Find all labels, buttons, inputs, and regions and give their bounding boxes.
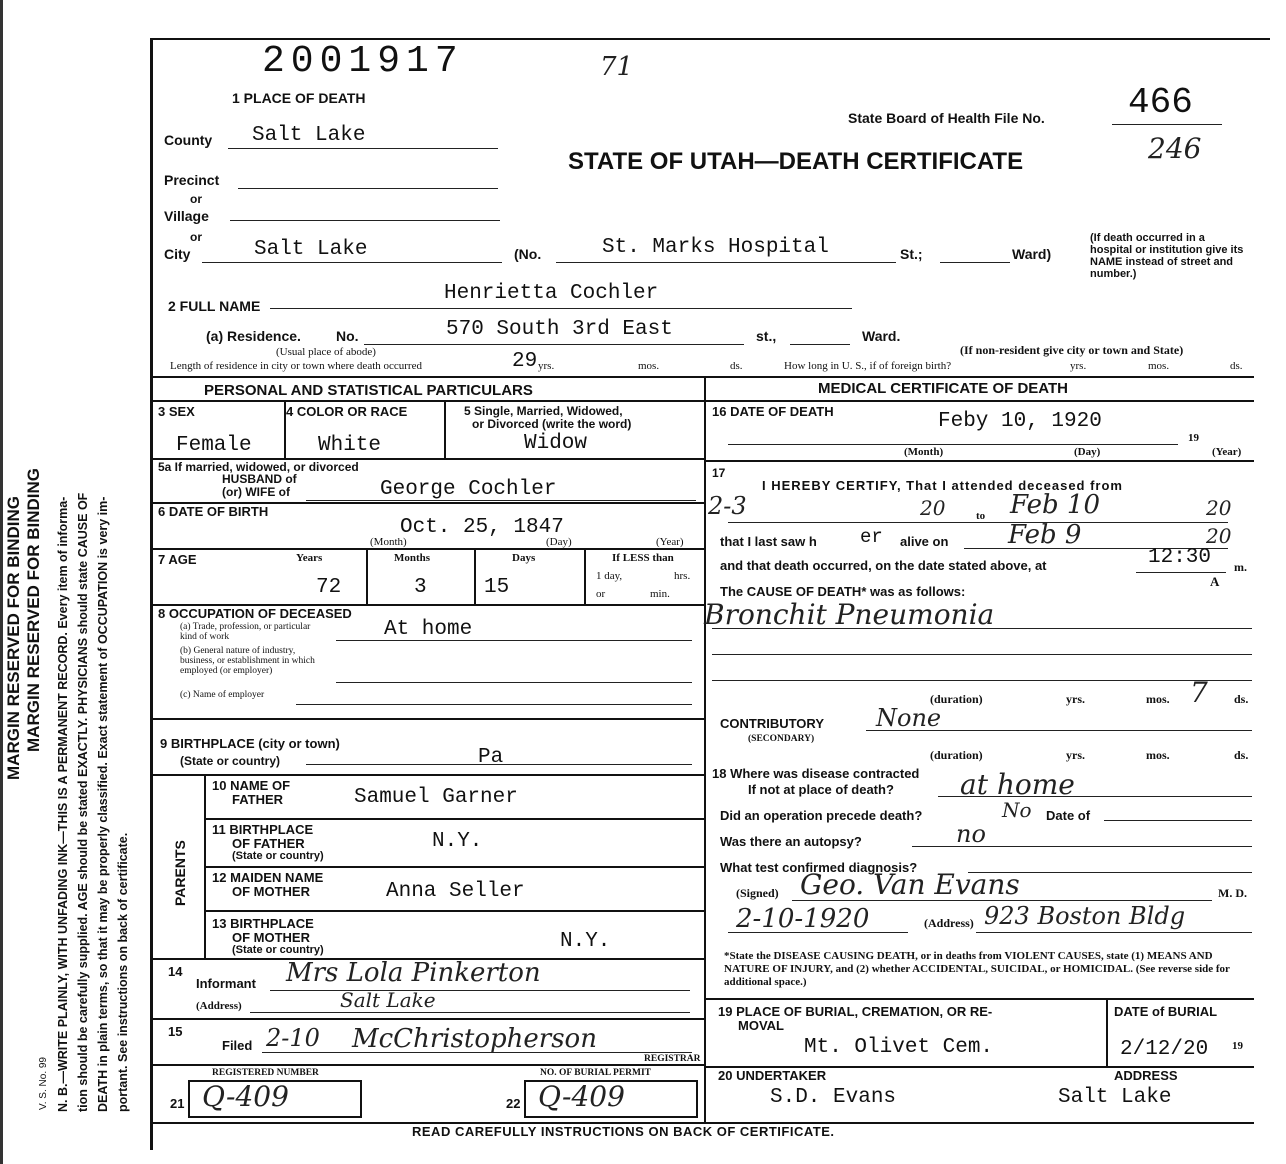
margin-note-line-1: N. B.—WRITE PLAINLY, WITH UNFADING INK—THIS IS A PERMANENT RECORD. Every item of informa- — [56, 496, 70, 1112]
age-days: 15 — [484, 576, 510, 599]
informant-address-line — [250, 1012, 690, 1013]
margin-reserved-1: MARGIN RESERVED FOR BINDING — [4, 496, 23, 780]
medical-header: MEDICAL CERTIFICATE OF DEATH — [818, 380, 1068, 397]
operation-line — [1104, 820, 1252, 821]
registered-num-label: 21 — [170, 1096, 185, 1111]
undertaker-address-label: ADDRESS — [1114, 1068, 1178, 1083]
row-rule-7 — [150, 548, 704, 550]
test-label: What test confirmed diagnosis? — [720, 860, 918, 875]
hospital-value: St. Marks Hospital — [602, 236, 829, 259]
margin-rule — [0, 0, 3, 1164]
dod-nineteen: 19 — [1188, 432, 1199, 444]
residence-st-label: st., — [756, 328, 777, 344]
color-label: 4 COLOR OR RACE — [286, 404, 408, 419]
dob-day: (Day) — [546, 536, 572, 548]
residence-line — [364, 344, 744, 345]
registered-number: Q-409 — [202, 1080, 289, 1113]
sex-label: 3 SEX — [158, 404, 195, 419]
informant-address: Salt Lake — [340, 988, 436, 1012]
time-line — [1136, 572, 1226, 573]
certificate-serial-extra: 71 — [600, 52, 634, 82]
duration-days: 7 — [1190, 676, 1208, 709]
certify-label: I HEREBY CERTIFY, That I attended deceased from — [762, 478, 1123, 493]
color-divider — [444, 400, 446, 458]
birthplace-value: Pa — [478, 746, 504, 769]
length-mos: mos. — [638, 360, 660, 372]
dod-value: Feby 10, 1920 — [938, 410, 1102, 433]
contracted-line — [938, 796, 1252, 797]
occupation-value: At home — [384, 618, 473, 641]
burial-label-2: MOVAL — [738, 1018, 784, 1033]
operation-label: Did an operation precede death? — [720, 808, 923, 823]
operation-value: No — [1002, 798, 1032, 822]
or-1: or — [190, 192, 202, 206]
burial-permit-label: NO. OF BURIAL PERMIT — [540, 1068, 652, 1078]
occupation-b: (b) General nature of industry, business, or establishment in which employed (or employer) — [180, 646, 315, 676]
burial-date-sup: 19 — [1232, 1040, 1243, 1052]
dob-year: (Year) — [656, 536, 684, 548]
informant-label: Informant — [196, 976, 256, 991]
father-label-2: FATHER — [232, 792, 284, 807]
occupation-line-c — [296, 704, 692, 705]
physician-address-label: (Address) — [924, 916, 974, 930]
ward-label: Ward) — [1012, 246, 1052, 262]
signature-line — [792, 900, 1212, 901]
marital-label-1: 5 Single, Married, Widowed, — [464, 404, 623, 418]
residence-no-label: No. — [336, 328, 359, 344]
burial-left-divider — [704, 998, 706, 1122]
physician-address: 923 Boston Bldg — [984, 902, 1186, 930]
filed-number: 15 — [168, 1024, 183, 1039]
mother-birth-label-3: (State or country) — [232, 944, 324, 956]
time-m: m. — [1234, 560, 1247, 574]
attended-to-year: 20 — [1206, 496, 1232, 520]
mother-value: Anna Seller — [386, 880, 525, 903]
father-birth-value: N.Y. — [432, 830, 483, 853]
margin-note-line-3: DEATH in plain terms, so that it may be properly classified. Exact statement of OCCUPATION is very im- — [96, 496, 110, 1112]
father-birth-label-1: 11 BIRTHPLACE — [212, 822, 314, 837]
cause-line-3 — [712, 680, 1252, 681]
frame-left — [150, 38, 153, 1150]
physician-address-line — [976, 932, 1252, 933]
duration-mos-1: mos. — [1146, 692, 1170, 706]
alive-on-label: alive on — [900, 534, 949, 549]
duration-yrs-2: yrs. — [1066, 748, 1085, 762]
city-label: City — [164, 246, 191, 262]
place-of-death-label: 1 PLACE OF DEATH — [232, 90, 366, 106]
dob-value: Oct. 25, 1847 — [400, 516, 564, 539]
burial-rule — [704, 998, 1254, 1000]
cause-footnote: *State the DISEASE CAUSING DEATH, or in deaths from VIOLENT CAUSES, state (1) MEANS AND NATURE OF INJURY, and (2) whether ACCIDENTAL, SUICIDAL, or HOMICIDAL. (See reverse side for additional space.) — [724, 950, 1230, 988]
length-of-residence-value: 29 — [512, 350, 538, 373]
dod-month: (Month) — [904, 446, 944, 458]
birthplace-state-label: (State or country) — [180, 754, 281, 768]
row-rule-11 — [204, 818, 704, 820]
row-rule-9 — [150, 718, 704, 720]
how-long-label: How long in U. S., if of foreign birth? — [784, 360, 952, 372]
contributory-value: None — [876, 704, 942, 732]
cause-value: Bronchit Pneumonia — [704, 598, 995, 631]
dod-label: 16 DATE OF DEATH — [712, 404, 834, 419]
alive-year: 20 — [1206, 524, 1232, 548]
parents-label: PARENTS — [172, 840, 188, 906]
contracted-value: at home — [960, 768, 1075, 801]
occupation-line-b — [336, 682, 692, 683]
last-saw-her: er — [860, 526, 883, 548]
operation-date-label: Date of — [1046, 808, 1091, 823]
dod-year: (Year) — [1212, 446, 1242, 458]
signed-label: (Signed) — [736, 886, 779, 900]
years-label: Years — [296, 552, 323, 564]
burial-permit-number: Q-409 — [538, 1080, 625, 1113]
duration-ds-2: ds. — [1234, 748, 1249, 762]
father-value: Samuel Garner — [354, 786, 518, 809]
death-occurred-label: and that death occurred, on the date stated above, at — [720, 558, 1047, 573]
duration-label-2: (duration) — [930, 748, 983, 762]
informant-address-label: (Address) — [196, 1000, 242, 1012]
less-min-label: min. — [650, 588, 670, 600]
mother-birth-label-1: 13 BIRTHPLACE — [212, 916, 314, 931]
footer-text: READ CAREFULLY INSTRUCTIONS ON BACK OF CERTIFICATE. — [412, 1124, 835, 1139]
city-value: Salt Lake — [254, 238, 368, 261]
spouse-value: George Cochler — [380, 478, 557, 501]
undertaker-value: S.D. Evans — [770, 1086, 897, 1109]
file-no: 466 — [1128, 82, 1193, 123]
attended-from: 2-3 — [708, 492, 747, 520]
margin-note-line-4: portant. See instructions on back of certificate. — [116, 832, 130, 1112]
duration-label-1: (duration) — [930, 692, 983, 706]
burial-date-label: DATE of BURIAL — [1114, 1004, 1218, 1019]
file-no-label: State Board of Health File No. — [848, 110, 1045, 126]
duration-yrs-1: yrs. — [1066, 692, 1085, 706]
alive-date: Feb 9 — [1008, 520, 1082, 550]
certificate-serial: 2001917 — [262, 40, 464, 83]
margin-note-line-2: tion should be carefully supplied. AGE should be stated EXACTLY. PHYSICIANS should state CAUSE OF — [76, 492, 90, 1112]
county-value: Salt Lake — [252, 124, 366, 147]
mother-birth-label-2: OF MOTHER — [232, 930, 310, 945]
section-header-rule — [150, 400, 1254, 402]
permit-num-label: 22 — [506, 1096, 521, 1111]
marital-label-2: or Divorced (write the word) — [472, 417, 632, 431]
row-rule-13 — [204, 910, 704, 912]
dob-label: 6 DATE OF BIRTH — [158, 504, 269, 519]
ward-line — [940, 262, 1010, 263]
burial-label-1: 19 PLACE OF BURIAL, CREMATION, OR RE- — [718, 1004, 993, 1019]
n18-label: 18 Where was disease contracted — [712, 766, 920, 781]
length-of-residence-label: Length of residence in city or town where death occurred — [170, 360, 422, 372]
dod-line — [728, 444, 1178, 445]
cause-line-1 — [712, 628, 1252, 629]
row-rule-15 — [150, 1018, 704, 1020]
less-day-label: 1 day, — [596, 570, 623, 582]
autopsy-value: no — [956, 820, 986, 848]
file-no-line — [1112, 124, 1222, 125]
burial-date: 2/12/20 — [1120, 1038, 1209, 1061]
county-line — [228, 148, 498, 149]
length-yrs: yrs. — [538, 360, 555, 372]
mother-label-1: 12 MAIDEN NAME — [212, 870, 324, 885]
registrar-signature: McChristopherson — [352, 1024, 597, 1054]
less-or-label: or — [596, 588, 606, 600]
st-label: St.; — [900, 246, 923, 262]
last-saw-label: that I last saw h — [720, 534, 817, 549]
spouse-label-2: HUSBAND of — [222, 472, 297, 486]
occupation-label: 8 OCCUPATION OF DECEASED — [158, 606, 352, 621]
center-divider — [704, 376, 706, 998]
row-rule-reg — [150, 1064, 704, 1066]
less-than-label: If LESS than — [612, 552, 674, 564]
personal-header: PERSONAL AND STATISTICAL PARTICULARS — [204, 382, 533, 399]
length-ds: ds. — [730, 360, 743, 372]
dod-day: (Day) — [1074, 446, 1101, 458]
us-mos: mos. — [1148, 360, 1170, 372]
autopsy-line — [912, 846, 1252, 847]
margin-reserved-2: MARGIN RESERVED FOR BINDING — [24, 468, 43, 752]
mother-label-2: OF MOTHER — [232, 884, 310, 899]
row-rule-10 — [150, 774, 704, 776]
filed-date: 2-10 — [266, 1024, 320, 1052]
physician-signature: Geo. Van Evans — [800, 868, 1020, 901]
signature-date: 2-10-1920 — [736, 904, 870, 934]
duration-ds-1: ds. — [1234, 692, 1249, 706]
vs-number: V. S. No. 99 — [38, 1057, 49, 1110]
burial-place: Mt. Olivet Cem. — [804, 1036, 994, 1059]
color-value: White — [318, 434, 382, 457]
attended-from-year: 20 — [920, 496, 946, 520]
us-yrs: yrs. — [1070, 360, 1087, 372]
us-ds: ds. — [1230, 360, 1243, 372]
sex-value: Female — [176, 434, 252, 457]
marital-value: Widow — [524, 432, 588, 455]
md-label: M. D. — [1218, 886, 1247, 900]
father-birth-label-2: OF FATHER — [232, 836, 305, 851]
n17-label: 17 — [712, 466, 726, 480]
age-divider-2 — [474, 548, 476, 604]
secondary-label: (SECONDARY) — [748, 734, 815, 744]
village-line — [230, 220, 500, 221]
filed-label: Filed — [222, 1038, 253, 1053]
age-divider-1 — [366, 548, 368, 604]
months-label: Months — [394, 552, 431, 564]
full-name-value: Henrietta Cochler — [444, 282, 659, 305]
time-am: A — [1210, 574, 1220, 589]
death-time: 12:30 — [1148, 546, 1212, 569]
informant-line — [270, 990, 690, 991]
autopsy-label: Was there an autopsy? — [720, 834, 862, 849]
spouse-label-3: (or) WIFE of — [222, 485, 290, 499]
section-rule-top — [150, 376, 1254, 378]
occupation-a: (a) Trade, profession, or particular kind of work — [180, 622, 311, 642]
row-rule-12 — [204, 866, 704, 868]
signature-date-line — [728, 932, 908, 933]
cause-line-2 — [712, 654, 1252, 655]
duration-mos-2: mos. — [1146, 748, 1170, 762]
spouse-label-1: 5a If married, widowed, or divorced — [158, 460, 359, 474]
residence-ward-line — [790, 344, 850, 345]
nonresident-note: (If non-resident give city or town and State) — [960, 343, 1184, 357]
to-label: to — [976, 510, 986, 522]
age-divider-3 — [584, 548, 586, 604]
residence-value: 570 South 3rd East — [446, 318, 673, 341]
less-hrs-label: hrs. — [674, 570, 691, 582]
burial-date-divider — [1106, 998, 1108, 1066]
residence-label: (a) Residence. — [206, 328, 301, 344]
informant-value: Mrs Lola Pinkerton — [286, 958, 541, 988]
age-months: 3 — [414, 576, 427, 599]
mother-birth-value: N.Y. — [560, 930, 611, 953]
attended-line — [728, 522, 1228, 523]
full-name-line — [270, 308, 852, 309]
age-years: 72 — [316, 576, 342, 599]
occupation-c: (c) Name of employer — [180, 690, 265, 700]
contributory-line — [866, 730, 1252, 731]
file-no-extra: 246 — [1148, 132, 1202, 165]
or-2: or — [190, 230, 202, 244]
age-label: 7 AGE — [158, 552, 197, 567]
residence-ward-label: Ward. — [862, 328, 901, 344]
informant-number: 14 — [168, 964, 183, 979]
village-label: Village — [164, 208, 209, 224]
undertaker-address: Salt Lake — [1058, 1086, 1172, 1109]
no-label: (No. — [514, 246, 542, 262]
days-label: Days — [512, 552, 536, 564]
registrar-label: REGISTRAR — [644, 1054, 701, 1064]
precinct-line — [238, 188, 498, 189]
city-line — [202, 262, 502, 263]
birthplace-label: 9 BIRTHPLACE (city or town) — [160, 736, 340, 751]
registered-number-label: REGISTERED NUMBER — [212, 1068, 319, 1078]
attended-to: Feb 10 — [1010, 490, 1100, 520]
full-name-label: 2 FULL NAME — [168, 298, 261, 314]
cause-label: The CAUSE OF DEATH* was as follows: — [720, 584, 966, 599]
undertaker-label: 20 UNDERTAKER — [718, 1068, 827, 1083]
contributory-label: CONTRIBUTORY — [720, 716, 824, 731]
street-line — [556, 262, 896, 263]
father-birth-label-3: (State or country) — [232, 850, 324, 862]
abode-note: (Usual place of abode) — [276, 346, 376, 358]
if-not-label: If not at place of death? — [748, 782, 894, 797]
dob-month: (Month) — [370, 536, 407, 548]
county-label: County — [164, 132, 213, 148]
father-label-1: 10 NAME OF — [212, 778, 291, 793]
hospital-note: (If death occurred in a hospital or institution give its NAME instead of street and number.) — [1090, 232, 1244, 280]
precinct-label: Precinct — [164, 172, 220, 188]
med-rule-17 — [704, 460, 1254, 462]
certificate-title: STATE OF UTAH—DEATH CERTIFICATE — [568, 148, 1024, 175]
